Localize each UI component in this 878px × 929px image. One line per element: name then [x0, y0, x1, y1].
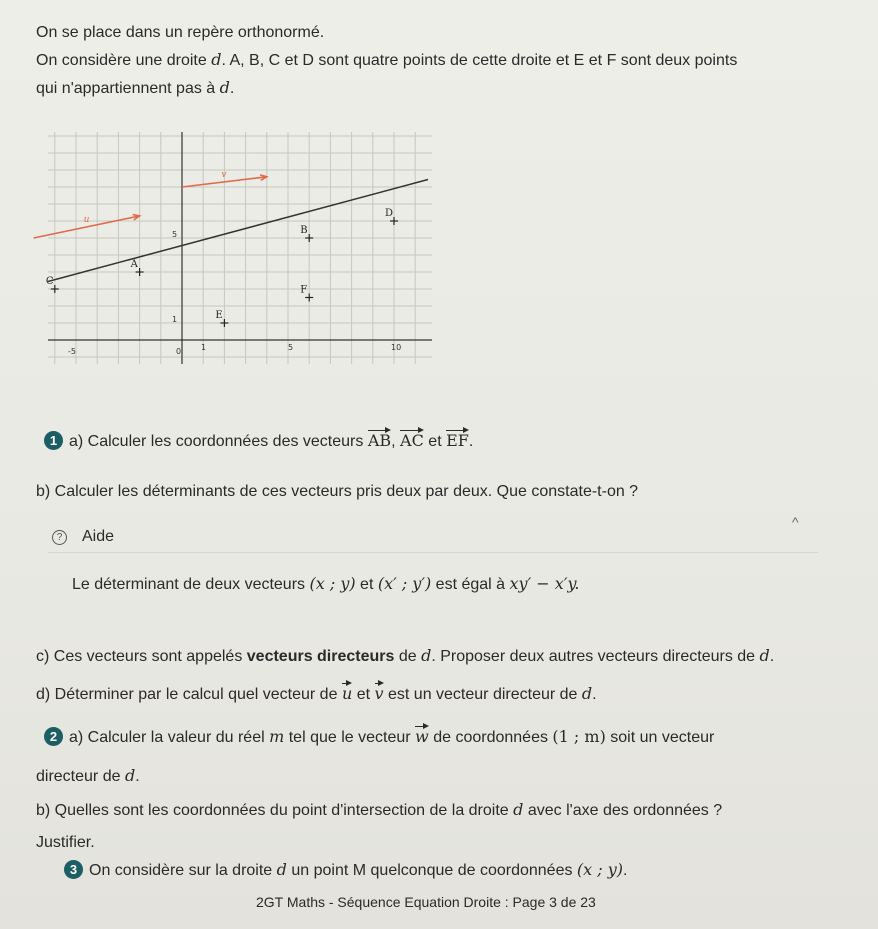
- intro-line-2: On considère une droite d. A, B, C et D sont quatre points de cette droite et E et F sont deux points: [36, 50, 738, 69]
- tick-label-y-1: 1: [172, 315, 178, 324]
- point-B-label: B: [300, 225, 308, 236]
- vector-u-label: u: [83, 214, 90, 225]
- vector-u: u: [342, 681, 352, 703]
- tick-label-y-5: 5: [172, 230, 178, 239]
- q1-d: d) Déterminer par le calcul quel vecteur de u et v est un vecteur directeur de d.: [36, 681, 597, 704]
- aide-label: Aide: [82, 528, 115, 545]
- q2-a: 2 a) Calculer la valeur du réel m tel que le vecteur w de coordonnées (1 ; m) soit un vecteur: [44, 724, 714, 747]
- help-icon: ?: [52, 530, 67, 545]
- tick-label-x-0: 0: [176, 347, 182, 356]
- coordinate-graph: [45, 132, 432, 364]
- intro-line-3: qui n'appartiennent pas à d.: [36, 78, 235, 97]
- line-d: [48, 180, 428, 282]
- tick-label-x-1: 1: [201, 343, 207, 352]
- point-C-label: C: [45, 276, 54, 287]
- tick-label-x-10: 10: [391, 343, 402, 352]
- vector-u-arrow: [34, 215, 140, 238]
- vector-w: w: [415, 724, 429, 746]
- point-A-label: A: [130, 259, 138, 270]
- vector-ab: AB: [368, 428, 391, 450]
- q2-a-line2: directeur de d.: [36, 766, 140, 785]
- point-F-label: F: [300, 284, 308, 296]
- tick-label-x-minus5: -5: [68, 347, 76, 356]
- q3-badge: 3: [64, 860, 83, 879]
- q1-b: b) Calculer les déterminants de ces vecteurs pris deux par deux. Que constate-t-on ?: [36, 483, 639, 500]
- point-D-label: D: [385, 208, 394, 219]
- page-footer: 2GT Maths - Séquence Equation Droite : Page 3 de 23: [256, 894, 596, 910]
- grid: [45, 132, 432, 364]
- chevron-up-icon[interactable]: ^: [792, 514, 799, 530]
- vector-ef: EF: [446, 428, 469, 450]
- q1-c: c) Ces vecteurs sont appelés vecteurs directeurs de d. Proposer deux autres vecteurs directeurs de d.: [36, 646, 775, 665]
- q2-badge: 2: [44, 727, 63, 746]
- q2-b: b) Quelles sont les coordonnées du point d'intersection de la droite d avec l'axe des ordonnées ?: [36, 800, 723, 819]
- vector-v: v: [375, 681, 384, 703]
- vector-ac: AC: [400, 428, 424, 450]
- tick-label-x-5: 5: [288, 343, 294, 352]
- q1-badge: 1: [44, 431, 63, 450]
- vector-v-label: v: [221, 169, 227, 180]
- point-E-label: E: [215, 310, 223, 321]
- q3: 3 On considère sur la droite d un point M quelconque de coordonnées (x ; y).: [64, 860, 627, 880]
- aide-toggle[interactable]: [48, 514, 818, 553]
- intro-line-1: On se place dans un repère orthonormé.: [36, 24, 325, 41]
- q1-a: 1 a) Calculer les coordonnées des vecteurs AB, AC et EF.: [44, 428, 473, 451]
- aide-text: Le déterminant de deux vecteurs (x ; y) et (x′ ; y′) est égal à xy′ − x′y.: [72, 574, 580, 593]
- q2-justify: Justifier.: [36, 834, 95, 851]
